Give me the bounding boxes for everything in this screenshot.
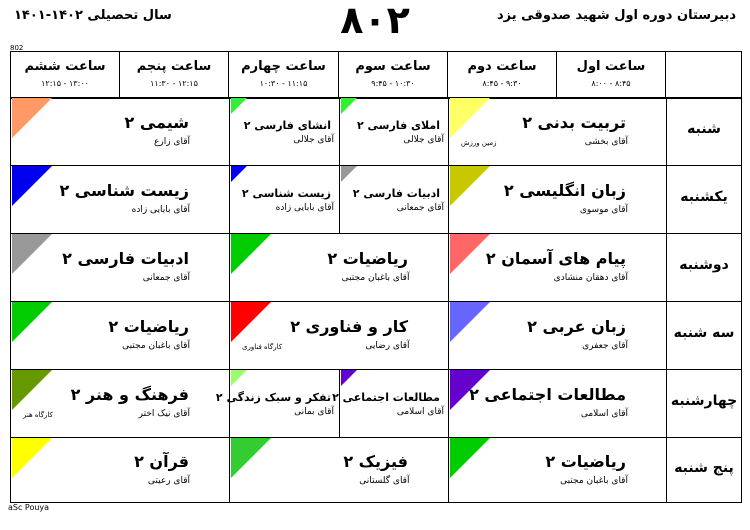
teacher-name: آقای جلالی: [293, 135, 334, 145]
lesson-cell[interactable]: [332, 369, 448, 437]
subject-color-marker: [450, 166, 490, 206]
subject-name: انشای فارسی ۲: [243, 119, 331, 132]
subject-color-marker: [450, 302, 490, 342]
subject-name: فیزیک ۲: [343, 451, 408, 471]
subject-color-marker: [12, 438, 52, 478]
subject-color-marker: [231, 370, 247, 386]
subject-name: املای فارسی ۲: [356, 119, 440, 132]
period-time: ۱۰:۳۰ - ۱۱:۱۵: [259, 79, 308, 88]
lesson-cell[interactable]: [339, 165, 448, 233]
subject-name: ریاضیات ۲: [108, 317, 189, 336]
teacher-name: آقای بابایی زاده: [275, 203, 334, 213]
subject-name: فرهنگ و هنر ۲: [70, 385, 189, 404]
subject-name: تربیت بدنی ۲: [522, 113, 626, 132]
subject-name: مطالعات اجتماعی ۲: [332, 391, 440, 404]
teacher-name: آقای باغبان مجتبی: [560, 475, 628, 486]
teacher-name: آقای زارع: [153, 137, 190, 147]
day-name: شنبه: [687, 121, 721, 137]
period-name: ساعت اول: [576, 59, 646, 74]
subject-color-marker: [12, 370, 52, 410]
lesson-cell[interactable]: [229, 301, 448, 369]
day-name: چهارشنبه: [670, 393, 738, 409]
subject-color-marker: [341, 98, 357, 114]
lesson-cell[interactable]: [448, 97, 666, 165]
period-header: [557, 52, 666, 97]
teacher-name: آقای جمعانی: [396, 203, 444, 213]
teacher-name: آقای بمانی: [294, 407, 334, 417]
subject-name: زیست شناسی ۲: [241, 187, 331, 200]
period-header: [448, 52, 557, 97]
subject-name: ادبیات فارسی ۲: [352, 187, 440, 200]
period-time: ۱۲:۱۵ - ۱۳:۰۰: [41, 79, 89, 88]
period-header: [120, 52, 229, 97]
lesson-cell[interactable]: [229, 437, 448, 502]
lesson-cell[interactable]: [229, 97, 339, 165]
period-name: ساعت پنجم: [136, 59, 212, 74]
school-name: دبیرستان دوره اول شهید صدوقی یزد: [496, 8, 736, 23]
school-year: سال تحصیلی ۱۴۰۲-۱۴۰۱: [14, 8, 172, 23]
subject-name: کار و فناوری ۲: [290, 317, 408, 336]
subject-name: زیست شناسی ۲: [59, 181, 189, 200]
subject-color-marker: [450, 438, 490, 478]
subject-color-marker: [12, 98, 52, 138]
lesson-cell[interactable]: [448, 233, 666, 301]
lesson-cell[interactable]: [11, 233, 229, 301]
lesson-cell[interactable]: [11, 369, 229, 437]
period-time: ۹:۴۵ - ۱۰:۳۰: [371, 79, 415, 88]
teacher-name: آقای بخشی: [584, 137, 628, 147]
period-header: [11, 52, 120, 97]
subject-name: ریاضیات ۲: [327, 249, 408, 268]
subject-name: زبان عربی ۲: [527, 317, 626, 336]
teacher-name: آقای جعفری: [582, 341, 628, 351]
class-code: 802: [10, 44, 24, 52]
period-header: [339, 52, 448, 97]
room-name: کارگاه فناوری: [242, 343, 283, 351]
subject-color-marker: [231, 438, 271, 478]
lesson-cell[interactable]: [11, 437, 229, 502]
subject-color-marker: [12, 234, 52, 274]
lesson-cell[interactable]: [11, 301, 229, 369]
teacher-name: آقای جمعانی: [142, 273, 190, 283]
subject-color-marker: [12, 166, 52, 206]
subject-color-marker: [231, 302, 271, 342]
teacher-name: آقای باغبان مجتبی: [122, 341, 190, 351]
period-name: ساعت دوم: [467, 59, 537, 74]
teacher-name: آقای جلالی: [403, 135, 444, 145]
lesson-cell[interactable]: [448, 437, 666, 502]
room-name: زمین ورزش: [461, 139, 497, 147]
day-column-divider: [666, 97, 667, 502]
teacher-name: آقای گلستانی: [359, 475, 410, 486]
subject-color-marker: [231, 98, 247, 114]
class-name: ۸۰۲: [340, 0, 410, 42]
day-name: سه شنبه: [673, 325, 735, 341]
teacher-name: آقای نیک اختر: [138, 409, 190, 419]
teacher-name: آقای اسلامی: [396, 407, 444, 417]
subject-color-marker: [12, 302, 52, 342]
day-name: یکشنبه: [680, 189, 728, 205]
teacher-name: آقای موسوی: [579, 205, 628, 215]
subject-name: زبان انگلیسی ۲: [503, 181, 626, 200]
teacher-name: آقای دهقان منشادی: [553, 273, 628, 283]
day-name: پنج شنبه: [674, 459, 734, 476]
subject-name: مطالعات اجتماعی ۲: [469, 385, 626, 404]
subject-color-marker: [341, 166, 357, 182]
subject-name: شیمی ۲: [124, 113, 189, 132]
lesson-cell[interactable]: [448, 165, 666, 233]
teacher-name: آقای باغبان مجتبی: [341, 273, 410, 283]
lesson-cell[interactable]: [11, 97, 229, 165]
subject-name: ادبیات فارسی ۲: [62, 249, 189, 268]
lesson-cell[interactable]: [229, 165, 339, 233]
period-time: ۸:۴۵ - ۹:۳۰: [482, 79, 522, 88]
subject-color-marker: [450, 98, 490, 138]
period-header: [229, 52, 339, 97]
lesson-cell[interactable]: [229, 233, 448, 301]
lesson-cell[interactable]: [448, 369, 666, 437]
footer-credit: aSc Pouya: [8, 503, 50, 512]
subject-color-marker: [231, 234, 271, 274]
lesson-cell[interactable]: [339, 97, 448, 165]
subject-color-marker: [231, 166, 247, 182]
subject-color-marker: [450, 234, 490, 274]
day-name: دوشنبه: [679, 257, 729, 273]
period-time: ۱۱:۳۰ - ۱۲:۱۵: [150, 79, 198, 88]
subject-name: پیام های آسمان ۲: [485, 249, 626, 268]
period-name: ساعت ششم: [24, 59, 106, 74]
lesson-cell[interactable]: [215, 369, 339, 437]
subject-name: قرآن ۲: [134, 451, 189, 471]
lesson-cell[interactable]: [448, 301, 666, 369]
lesson-cell[interactable]: [11, 165, 229, 233]
teacher-name: آقای رضایی: [365, 341, 410, 351]
teacher-name: آقای رعیتی: [147, 475, 190, 486]
subject-name: تفکر و سبک زندگی ۲: [215, 391, 331, 404]
subject-color-marker: [341, 370, 357, 386]
room-name: کارگاه هنر: [23, 411, 53, 419]
timetable-grid: [10, 51, 742, 503]
subject-name: ریاضیات ۲: [545, 451, 626, 471]
teacher-name: آقای اسلامی: [580, 409, 628, 419]
period-time: ۸:۰۰ - ۸:۴۵: [591, 79, 631, 88]
period-name: ساعت سوم: [355, 59, 431, 74]
teacher-name: آقای بابایی زاده: [131, 205, 190, 215]
period-name: ساعت چهارم: [241, 59, 326, 74]
